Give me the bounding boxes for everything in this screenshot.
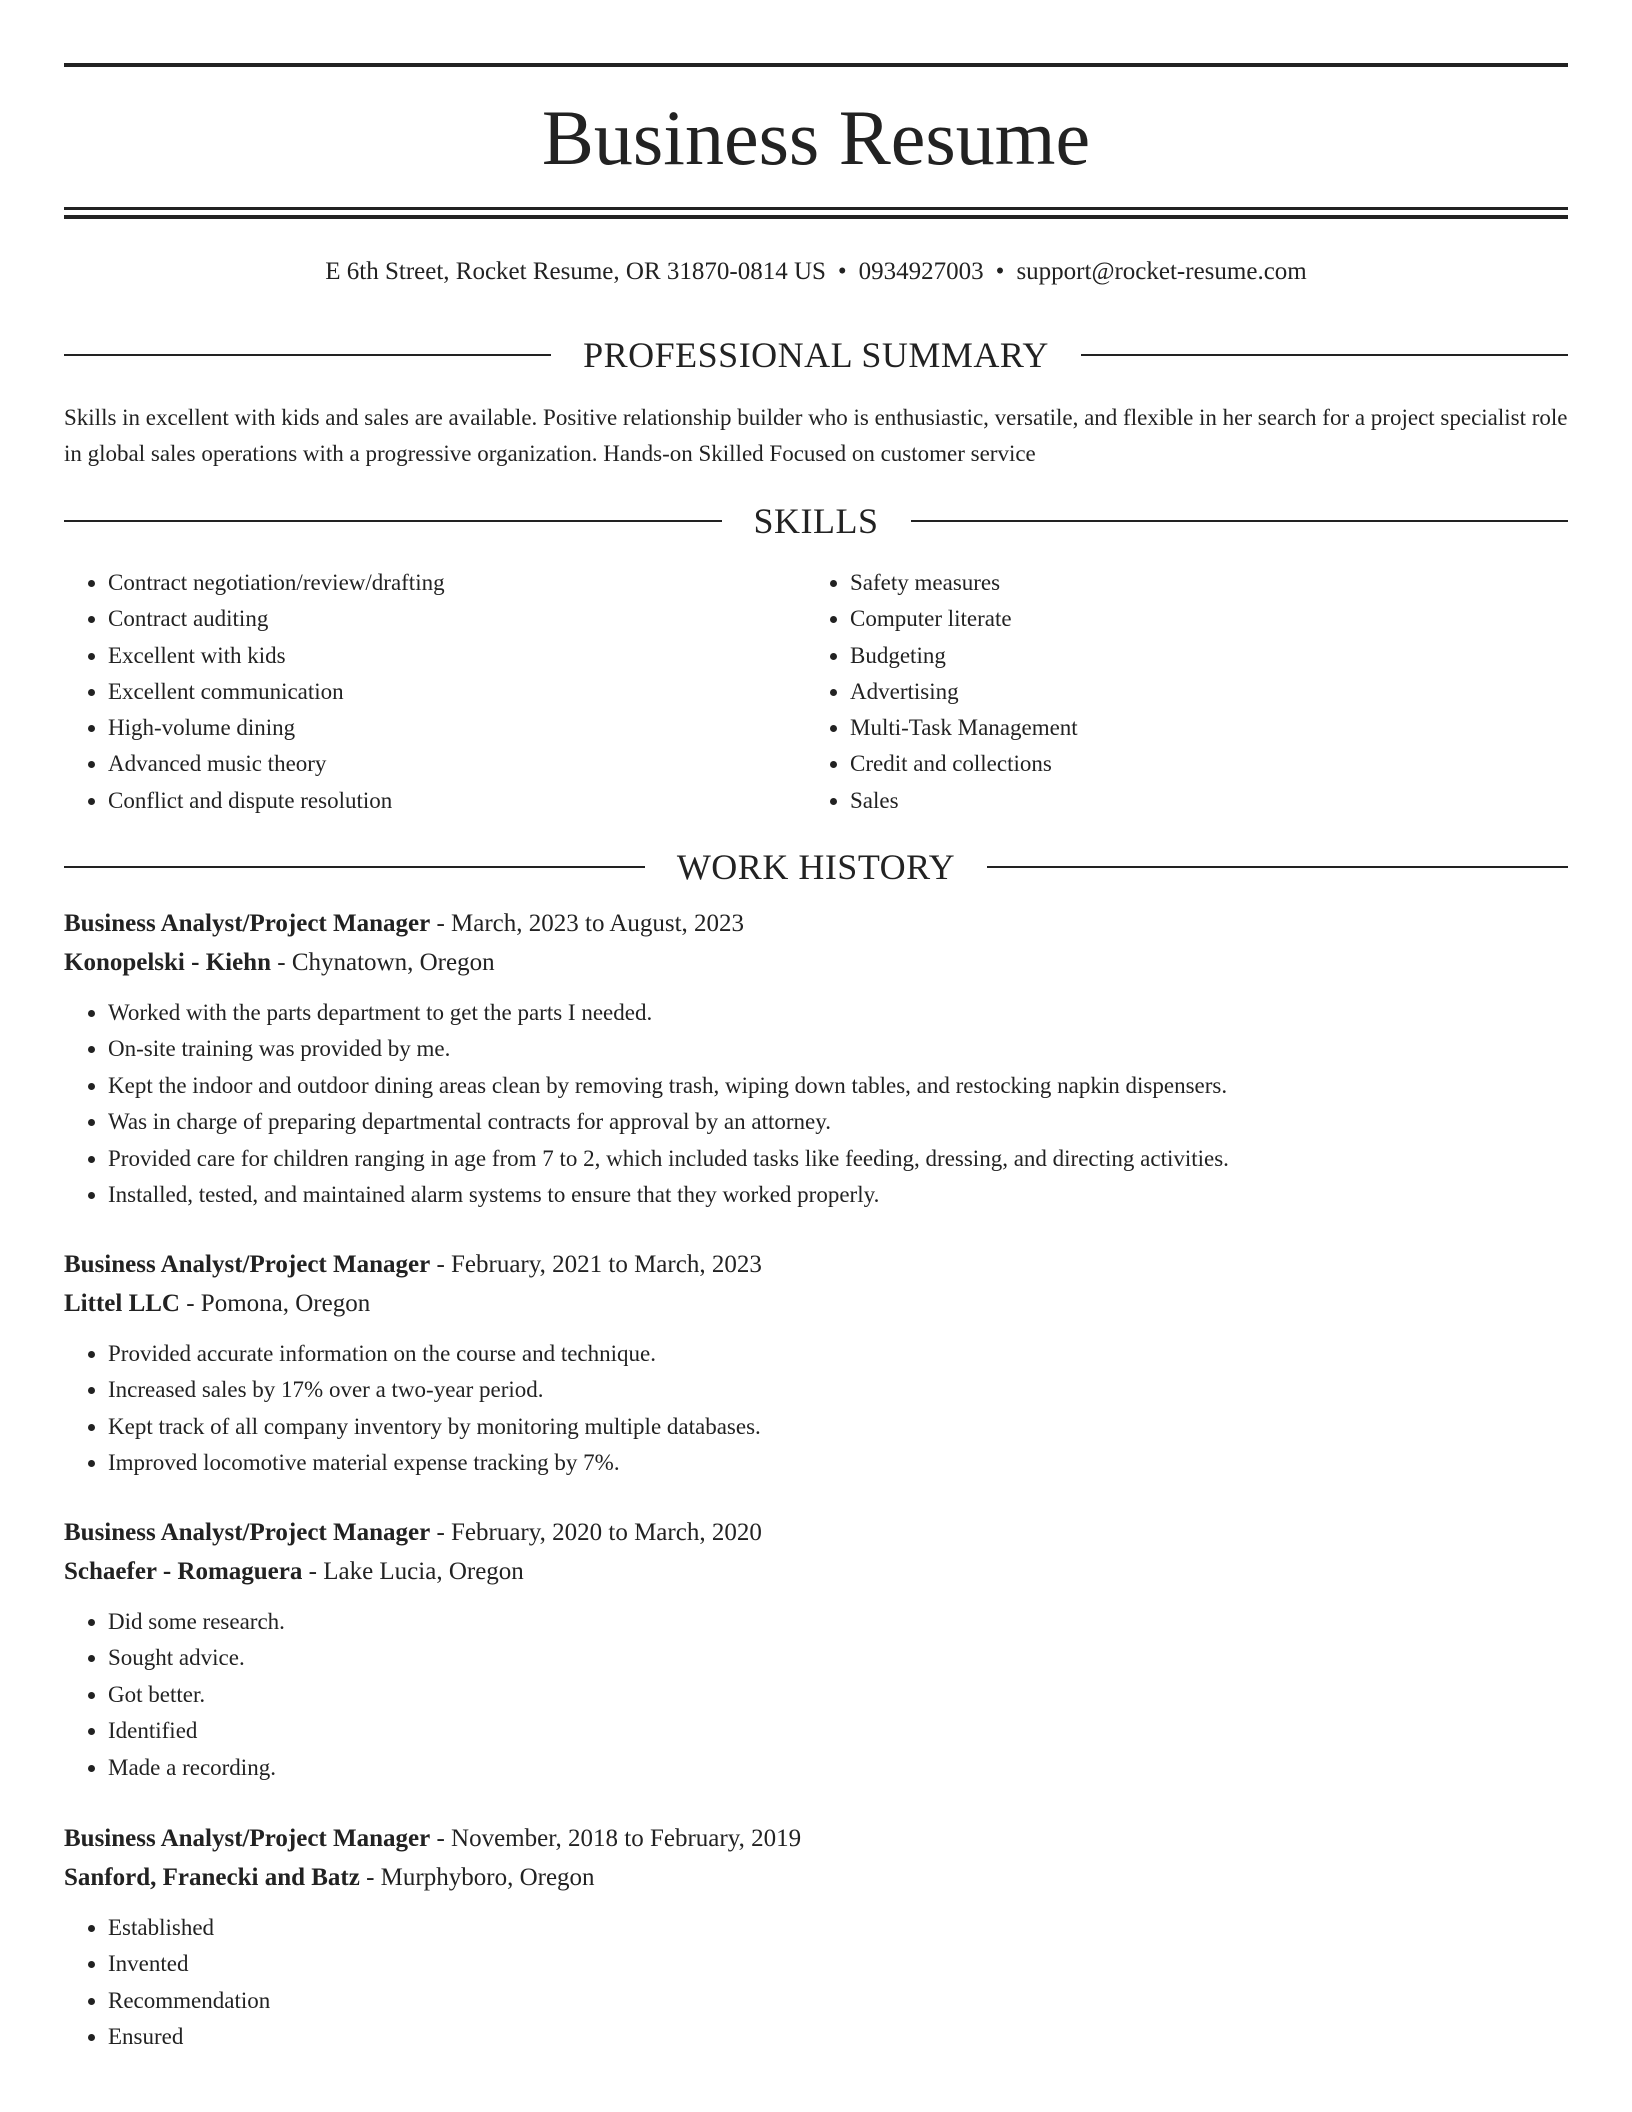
job-bullet: • Established (108, 1910, 1568, 1946)
skill-item: • Advertising (850, 674, 1548, 710)
contact-address: E 6th Street, Rocket Resume, OR 31870-0814 US (325, 258, 826, 285)
job-title-line (64, 1819, 1568, 1858)
heading-rule-right (987, 866, 1568, 868)
job-bullet: • Provided accurate information on the course and technique. (108, 1336, 1568, 1372)
skill-item: • High-volume dining (108, 710, 806, 746)
contact-line (64, 252, 1568, 292)
job-title: Business Analyst/Project Manager (64, 910, 431, 937)
job-entry (64, 1513, 1568, 1786)
job-location: - Lake Lucia, Oregon (302, 1558, 524, 1585)
job-bullets (64, 1604, 1568, 1786)
job-bullet: • Ensured (108, 2019, 1568, 2055)
summary-heading (64, 330, 1568, 380)
job-bullet: • Identified (108, 1713, 1568, 1749)
summary-text: Skills in excellent with kids and sales are available. Positive relationship builder who is enthusiastic, versatile, and flexible in her search for a project specialist role in global sales operations with a progressive organization. Hands-on Skilled Focused on customer service (64, 405, 1568, 466)
job-company-line (64, 1858, 1568, 1897)
job-company: Sanford, Franecki and Batz (64, 1864, 360, 1891)
heading-rule-right (1081, 354, 1568, 356)
job-bullet: • Improved locomotive material expense tracking by 7%. (108, 1445, 1568, 1481)
skill-item: • Conflict and dispute resolution (108, 783, 806, 819)
skill-item: • Contract negotiation/review/drafting (108, 565, 806, 601)
skill-item: • Budgeting (850, 638, 1548, 674)
job-entry (64, 904, 1568, 1213)
work-heading (64, 842, 1568, 892)
job-bullet: • Was in charge of preparing departmental contracts for approval by an attorney. (108, 1104, 1568, 1140)
heading-rule-left (64, 354, 551, 356)
job-title-line (64, 1513, 1568, 1552)
skills-list-right (806, 565, 1548, 819)
skill-item: • Advanced music theory (108, 746, 806, 782)
heading-rule-left (64, 866, 645, 868)
job-title: Business Analyst/Project Manager (64, 1825, 431, 1852)
skills-list-left (64, 565, 806, 819)
job-company-line (64, 1552, 1568, 1591)
job-company: Littel LLC (64, 1290, 180, 1317)
contact-separator: • (995, 258, 1005, 285)
skill-item: • Credit and collections (850, 746, 1548, 782)
skill-item: • Excellent with kids (108, 638, 806, 674)
skill-item: • Contract auditing (108, 601, 806, 637)
job-bullets (64, 995, 1568, 1213)
heading-rule-left (64, 520, 722, 522)
skill-item: • Safety measures (850, 565, 1548, 601)
page-title: Business Resume (541, 94, 1091, 181)
skill-item: • Multi-Task Management (850, 710, 1548, 746)
job-bullets (64, 1910, 1568, 2056)
job-bullet: • Increased sales by 17% over a two-year period. (108, 1372, 1568, 1408)
job-bullet: • Kept track of all company inventory by monitoring multiple databases. (108, 1409, 1568, 1445)
summary-heading-label: PROFESSIONAL SUMMARY (583, 335, 1049, 375)
job-bullet: • Recommendation (108, 1983, 1568, 2019)
skills-heading-label: SKILLS (753, 501, 879, 541)
job-bullet: • Provided care for children ranging in age from 7 to 2, which included tasks like feeding, dressing, and directing activities. (108, 1141, 1568, 1177)
job-bullet: • Did some research. (108, 1604, 1568, 1640)
contact-phone: 0934927003 (858, 258, 984, 285)
job-dates: - March, 2023 to August, 2023 (430, 910, 745, 937)
job-entry (64, 1819, 1568, 2056)
job-company: Schaefer - Romaguera (64, 1558, 303, 1585)
job-entry (64, 1245, 1568, 1482)
contact-email: support@rocket-resume.com (1016, 258, 1307, 285)
job-location: - Murphyboro, Oregon (359, 1864, 595, 1891)
top-rule (64, 63, 1568, 67)
job-bullet: • Sought advice. (108, 1640, 1568, 1676)
job-bullet: • On-site training was provided by me. (108, 1031, 1568, 1067)
job-bullet: • Kept the indoor and outdoor dining areas clean by removing trash, wiping down tables, and restocking napkin dispensers. (108, 1068, 1568, 1104)
job-location: - Chynatown, Oregon (271, 949, 495, 976)
job-title-line (64, 904, 1568, 943)
job-location: - Pomona, Oregon (179, 1290, 371, 1317)
contact-separator: • (837, 258, 847, 285)
job-bullet: • Got better. (108, 1677, 1568, 1713)
job-company: Konopelski - Kiehn (64, 949, 271, 976)
job-bullet: • Worked with the parts department to get the parts I needed. (108, 995, 1568, 1031)
work-heading-label: WORK HISTORY (676, 847, 956, 887)
job-title: Business Analyst/Project Manager (64, 1251, 431, 1278)
job-title-line (64, 1245, 1568, 1284)
job-dates: - November, 2018 to February, 2019 (430, 1825, 802, 1852)
heading-rule-right (911, 520, 1569, 522)
skills-columns (64, 565, 1568, 819)
skill-item: • Sales (850, 783, 1548, 819)
job-title: Business Analyst/Project Manager (64, 1519, 431, 1546)
title-rule-upper (64, 207, 1568, 210)
job-bullet: • Installed, tested, and maintained alarm systems to ensure that they worked properly. (108, 1177, 1568, 1213)
job-company-line (64, 943, 1568, 982)
job-bullets (64, 1336, 1568, 1482)
job-dates: - February, 2021 to March, 2023 (430, 1251, 762, 1278)
job-bullet: • Invented (108, 1946, 1568, 1982)
job-company-line (64, 1284, 1568, 1323)
title-rule-lower (64, 215, 1568, 219)
job-bullet: • Made a recording. (108, 1750, 1568, 1786)
skill-item: • Excellent communication (108, 674, 806, 710)
job-dates: - February, 2020 to March, 2020 (430, 1519, 762, 1546)
skill-item: • Computer literate (850, 601, 1548, 637)
skills-heading (64, 496, 1568, 546)
